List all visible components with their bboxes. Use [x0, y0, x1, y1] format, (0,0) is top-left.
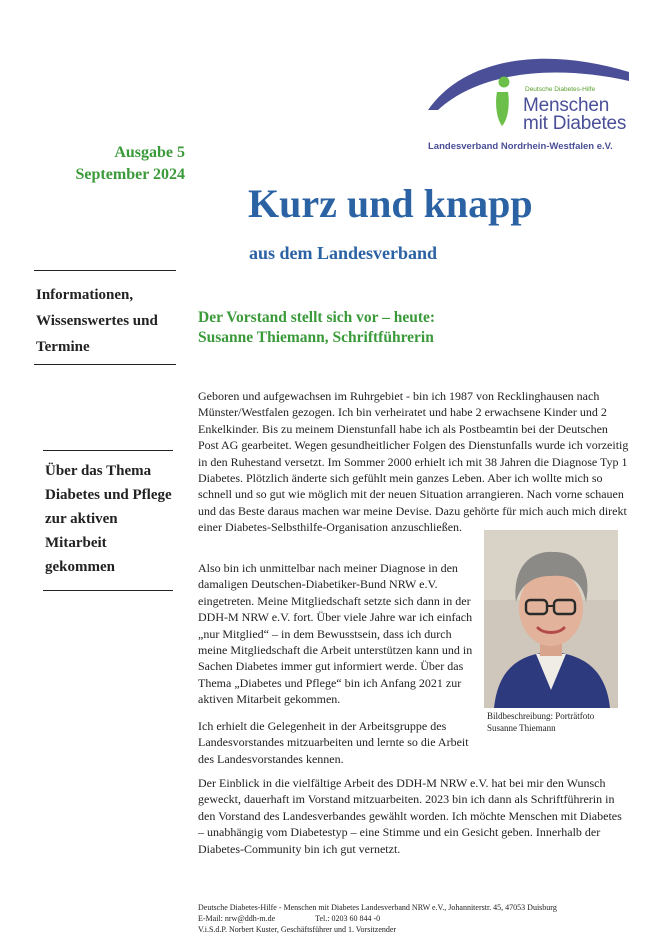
footer-responsible: V.i.S.d.P. Norbert Kuster, Geschäftsführer und 1. Vorsitzender: [198, 925, 397, 934]
issue-date: September 2024: [75, 166, 185, 183]
portrait-illustration: [484, 530, 618, 708]
logo-figure-body: [496, 92, 509, 126]
sidebar-rule-top: [34, 270, 176, 271]
footer-phone: Tel.: 0203 60 844 -0: [315, 914, 381, 923]
page-title: Kurz und knapp: [248, 181, 533, 226]
logo-small-text: Deutsche Diabetes-Hilfe: [525, 86, 596, 93]
sidebar-rule-middle: [34, 364, 176, 365]
logo-subtitle: Landesverband Nordrhein-Westfalen e.V.: [428, 141, 613, 152]
issue-number: Ausgabe 5: [114, 144, 185, 161]
logo: [424, 50, 634, 160]
article-paragraph-3: Ich erhielt die Gelegenheit in der Arbeitsgruppe des Landesvorstandes mitzuarbeiten und lernte so die Arbeit des Landesvorstandes kennen.: [198, 719, 469, 766]
article-heading-line1: Der Vorstand stellt sich vor – heute:: [198, 309, 436, 326]
logo-line1: Menschen: [523, 95, 610, 116]
page-subtitle: aus dem Landesverband: [249, 243, 438, 263]
logo-figure-head: [499, 77, 510, 88]
portrait-photo: [484, 530, 618, 708]
sidebar-rule-bottom: [43, 590, 173, 591]
article-heading-line2: Susanne Thiemann, Schriftführerin: [198, 329, 434, 346]
photo-caption-line1: Bildbeschreibung: Porträtfoto: [487, 711, 595, 721]
sidebar-rule-upper: [43, 450, 173, 451]
footer-email: E-Mail: nrw@ddh-m.de: [198, 914, 276, 923]
issue-info: [40, 142, 185, 186]
logo-line2: mit Diabetes: [523, 113, 627, 134]
footer: [198, 902, 628, 935]
article-paragraph-4: Der Einblick in die vielfältige Arbeit des DDH-M NRW e.V. hat bei mir den Wunsch geweckt, dauerhaft im Vorstand mitzuarbeiten. 2023 bin ich dann als Schriftführerin in den Vorstand des Landesverbandes gewählt worden. Ich möchte Menschen mit Diabetes – unabhängig vom Diabetestyp – eine Stimme und ein Gesicht geben. Innerhalb der Diabetes-Community bin ich gut vernetzt.: [198, 776, 622, 856]
footer-address: Deutsche Diabetes-Hilfe - Menschen mit Diabetes Landesverband NRW e.V., Johanniterstr. 45, 47053 Duisburg: [198, 903, 557, 912]
footer-contact: [198, 913, 628, 924]
photo-caption: [487, 710, 627, 734]
sidebar-box-info: Informationen, Wissenswertes und Termine: [36, 287, 158, 355]
article-paragraph-1: Geboren und aufgewachsen im Ruhrgebiet - bin ich 1987 von Recklinghausen nach Münster/Westfalen gezogen. Ich bin verheiratet und habe 2 erwachsene Kinder und 2 Enkelkinder. Bis zu meinem Dienstunfall habe ich als Postbeamtin bei der Deutschen Post AG gearbeitet. Wegen gesundheitlicher Folgen des Dienstunfalls wurde ich vorzeitig in den Ruhestand versetzt. Im Sommer 2000 erhielt ich mit 38 Jahren die Diagnose Typ 1 Diabetes. Plötzlich änderte sich gefühlt mein ganzes Leben. Aber ich wollte mich so schnell und so gut wie möglich mit der neuen Situation arrangieren. Nach vorne schauen und das Beste daraus machen war meine Devise. Dazu gehörte für mich auch mich direkt einer Diabetes-Selbsthilfe-Organisation anzuschließen.: [198, 389, 629, 535]
photo-caption-line2: Susanne Thiemann: [487, 723, 556, 733]
article-heading: [198, 308, 435, 348]
article-paragraph-2: Also bin ich unmittelbar nach meiner Diagnose in den damaligen Deutschen-Diabetiker-Bund NRW e.V. eingetreten. Meine Mitgliedschaft setzte sich dann in der DDH-M NRW e.V. fort. Über viele Jahre war ich einfach „nur Mitglied“ – in dem Bewusstsein, dass ich durch meine Mitgliedschaft die Arbeit unterstützen kann und in Sachen Diabetes immer gut informiert werde. Über das Thema „Diabetes und Pflege“ bin ich Anfang 2021 zur aktiven Mitarbeit gekommen.: [198, 561, 473, 707]
sidebar-box-topic: Über das Thema Diabetes und Pflege zur aktiven Mitarbeit gekommen: [45, 463, 172, 575]
